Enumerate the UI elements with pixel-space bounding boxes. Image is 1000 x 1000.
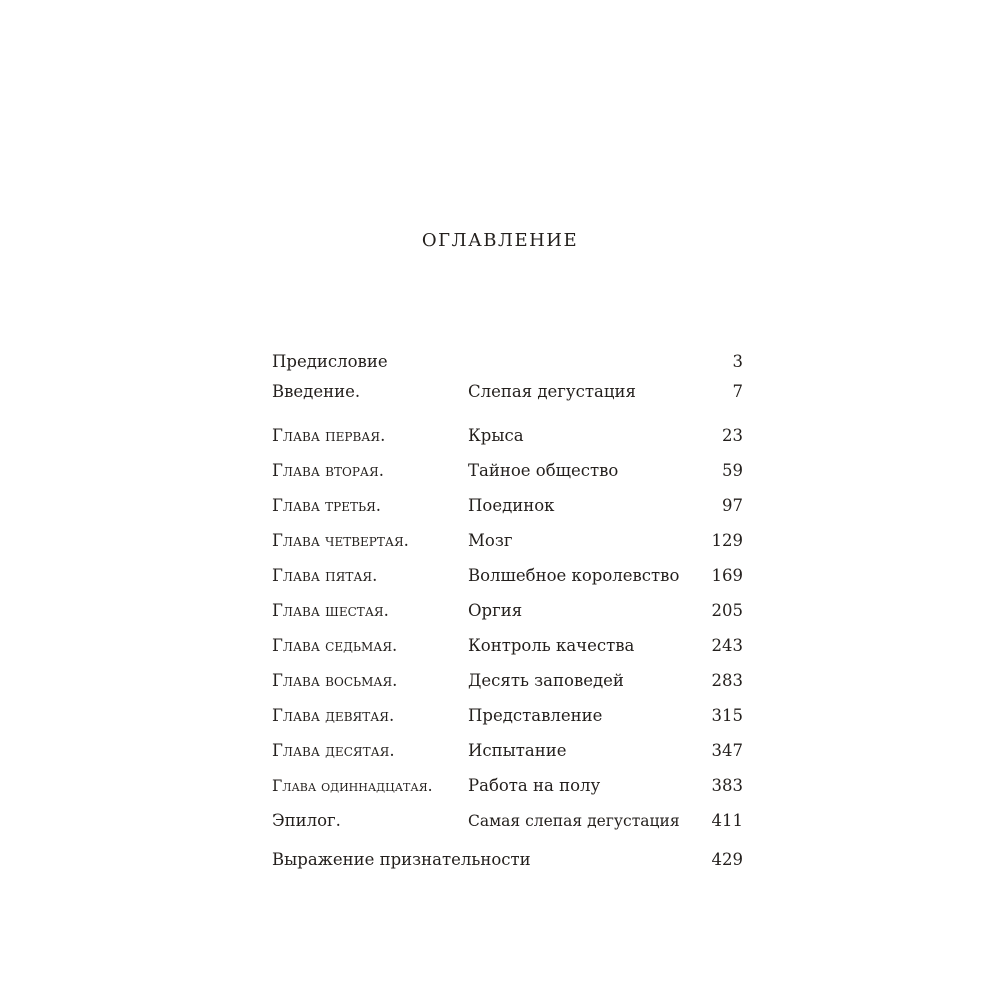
toc-entry: [272, 669, 743, 693]
entry-label: Глава одиннадцатая.: [272, 777, 433, 795]
entry-title: Работа на полу: [468, 776, 601, 795]
entry-label: Эпилог.: [272, 811, 341, 830]
entry-label: Глава десятая.: [272, 741, 395, 760]
toc-entry: [272, 809, 743, 833]
toc-entry: [272, 494, 743, 518]
entry-page: 205: [711, 601, 743, 620]
toc-entry: [272, 564, 743, 588]
entry-label: Введение.: [272, 382, 361, 401]
entry-page: 129: [711, 531, 743, 550]
entry-title: Контроль качества: [468, 636, 635, 655]
entry-title: Самая слепая дегустация: [468, 812, 680, 830]
entry-title: Десять заповедей: [468, 671, 624, 690]
entry-page: 3: [732, 352, 743, 371]
entry-page: 383: [711, 776, 743, 795]
entry-page: 315: [711, 706, 743, 725]
entry-title: Волшебное королевство: [468, 566, 680, 585]
entry-label: Глава третья.: [272, 496, 382, 515]
entry-title: Крыса: [468, 426, 524, 445]
entry-title: Слепая дегустация: [468, 382, 636, 401]
toc-entry: [272, 459, 743, 483]
entry-title: Поединок: [468, 496, 555, 515]
entry-label: Глава пятая.: [272, 566, 378, 585]
entry-label: Глава седьмая.: [272, 636, 398, 655]
entry-page: 23: [722, 426, 743, 445]
toc-entry: [272, 424, 743, 448]
entry-label: Глава первая.: [272, 426, 386, 445]
entry-page: 411: [711, 811, 743, 830]
entry-page: 347: [711, 741, 743, 760]
page-title: ОГЛАВЛЕНИЕ: [421, 230, 579, 251]
toc-entry: [272, 380, 743, 404]
entry-label: Глава четвертая.: [272, 531, 409, 550]
toc-entry: [272, 599, 743, 623]
entry-label: Глава восьмая.: [272, 671, 398, 690]
entry-label: Глава шестая.: [272, 601, 389, 620]
toc-entry: [272, 848, 743, 872]
entry-page: 97: [722, 496, 743, 515]
entry-label: Выражение признательности: [272, 850, 531, 869]
entry-page: 429: [711, 850, 743, 869]
toc-entry: [272, 739, 743, 763]
entry-title: Мозг: [468, 531, 513, 550]
entry-page: 59: [722, 461, 743, 480]
entry-title: Оргия: [468, 601, 523, 620]
toc-entry: [272, 350, 743, 374]
entry-page: 169: [711, 566, 743, 585]
entry-page: 283: [711, 671, 743, 690]
entry-title: Тайное общество: [468, 461, 619, 480]
toc-entry: [272, 529, 743, 553]
entry-page: 7: [732, 382, 743, 401]
toc-entry: [272, 704, 743, 728]
entry-label: Предисловие: [272, 352, 388, 371]
entry-label: Глава вторая.: [272, 461, 384, 480]
entry-title: Представление: [468, 706, 603, 725]
toc-entry: [272, 774, 743, 798]
entry-page: 243: [711, 636, 743, 655]
toc-entry: [272, 634, 743, 658]
entry-label: Глава девятая.: [272, 706, 395, 725]
entry-title: Испытание: [468, 741, 567, 760]
